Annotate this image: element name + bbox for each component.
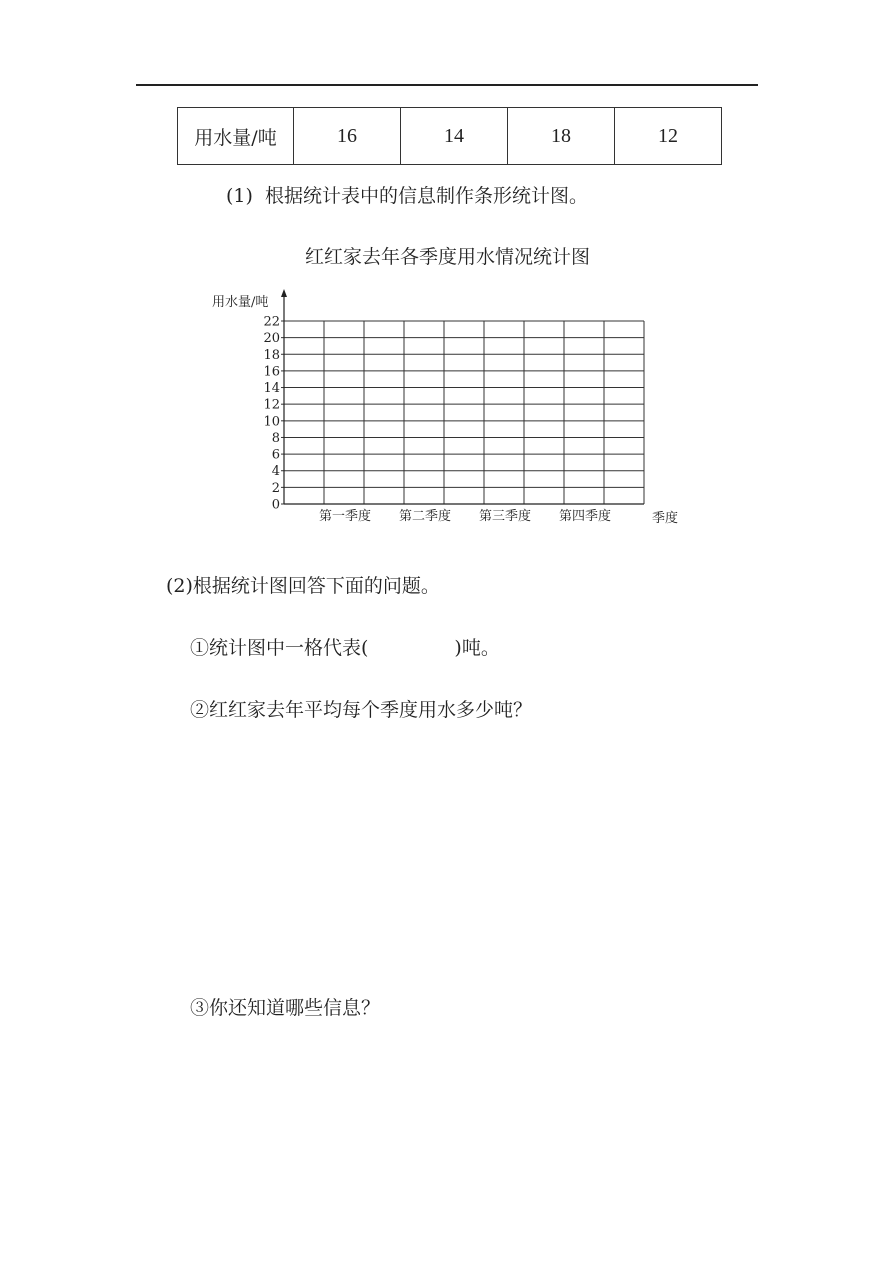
y-tick-label: 20	[263, 331, 280, 347]
question-2-sub-1	[190, 633, 500, 660]
x-tick-label: 第三季度	[478, 509, 532, 524]
y-tick-label: 14	[263, 381, 280, 397]
table-cell-q2: 14	[401, 108, 508, 165]
y-tick-label: 16	[263, 364, 280, 380]
top-rule	[136, 84, 758, 86]
table-cell-q3: 18	[508, 108, 615, 165]
x-tick-label: 第二季度	[398, 509, 452, 524]
bar-chart	[200, 285, 700, 535]
sub-1-text-before: ①统计图中一格代表(	[190, 637, 369, 659]
chart-title: 红红家去年各季度用水情况统计图	[305, 246, 591, 268]
table-cell-q4: 12	[615, 108, 722, 165]
y-tick-label: 8	[271, 430, 280, 446]
question-1	[226, 181, 588, 208]
question-2: (2)根据统计图回答下面的问题。	[166, 575, 440, 597]
water-usage-table	[177, 107, 722, 165]
y-axis-arrow	[281, 289, 287, 297]
table-header-cell: 用水量/吨	[178, 108, 294, 165]
y-tick-label: 2	[271, 480, 280, 496]
y-axis-label: 用水量/吨	[212, 295, 269, 310]
y-tick-label: 12	[263, 397, 280, 413]
sub-1-text-after: )吨。	[454, 637, 500, 659]
y-tick-label: 4	[271, 464, 280, 480]
question-1-label: (1)	[226, 185, 253, 207]
y-tick-label: 18	[263, 347, 280, 363]
question-2-sub-3: ③你还知道哪些信息？	[190, 997, 381, 1019]
question-2-sub-2: ②红红家去年平均每个季度用水多少吨？	[190, 699, 533, 721]
y-tick-label: 0	[271, 497, 280, 513]
table-row	[178, 108, 722, 165]
y-tick-label: 6	[271, 447, 280, 463]
x-axis-label: 季度	[652, 511, 679, 526]
y-tick-label: 22	[263, 314, 280, 330]
x-tick-label: 第一季度	[318, 509, 372, 524]
table-cell-q1: 16	[294, 108, 401, 165]
y-tick-label: 10	[263, 414, 280, 430]
question-1-text: 根据统计表中的信息制作条形统计图。	[264, 185, 588, 207]
x-tick-label: 第四季度	[558, 509, 612, 524]
